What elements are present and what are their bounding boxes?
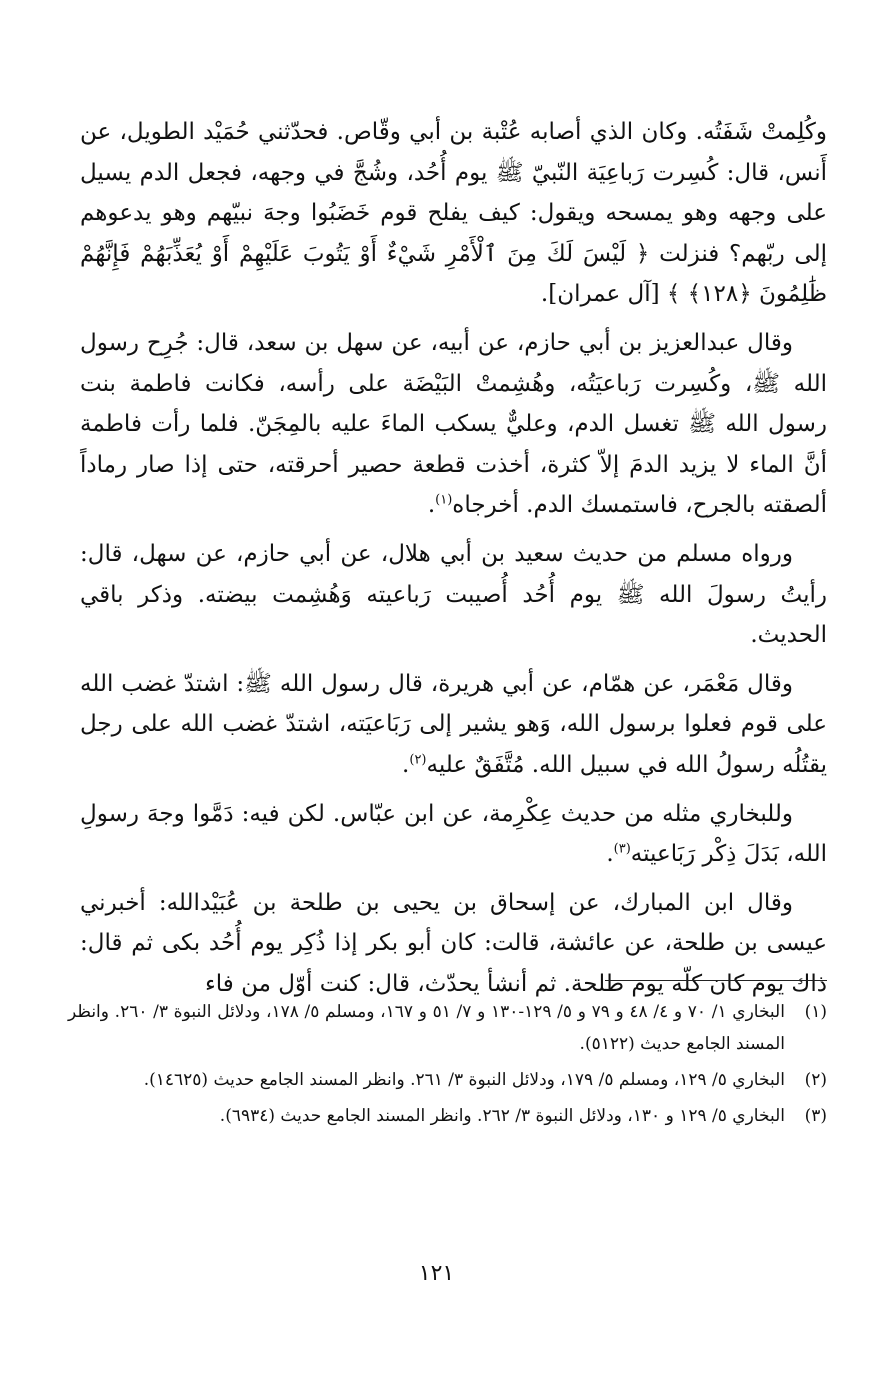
main-text bbox=[80, 112, 827, 1012]
footnote-1 bbox=[68, 996, 827, 1060]
paragraph-5: وللبخاري مثله من حديث عِكْرِمة، عن ابن عبّاس. لكن فيه: دَمَّوا وجهَ رسولِ الله، بَدَلَ ذِكْر رَبَاعيته$^{(٣)}$. bbox=[80, 800, 827, 868]
footnote-text: البخاري ١/ ٧٠ و ٤/ ٤٨ و ٧٩ و ٥/ ١٢٩-١٣٠ و ٧/ ٥١ و ١٦٧، ومسلم ٥/ ١٧٨، ودلائل النبوة ٣/ ٢٦٠. وانظر المسند الجامع حديث (٥١٢٢). bbox=[68, 1002, 785, 1054]
footnote-divider bbox=[605, 980, 827, 981]
paragraph-5-text: وللبخاري مثله من حديث عِكْرِمة، عن ابن عبّاس. لكن فيه: دَمَّوا وجهَ رسولِ الله، بَدَلَ ذِكْر رَبَاعيته bbox=[80, 800, 827, 868]
footnote-text: البخاري ٥/ ١٢٩ و ١٣٠، ودلائل النبوة ٣/ ٢٦٢. وانظر المسند الجامع حديث (٦٩٣٤). bbox=[219, 1106, 785, 1126]
paragraph-4-text: وقال مَعْمَر، عن همّام، عن أبي هريرة، قال رسول الله ﷺ: اشتدّ غضب الله على قوم فعلوا برسول الله، وَهو يشير إلى رَبَاعيَته، اشتدّ غضب الله على رجل يقتُلُه رسولُ الله في سبيل الله. مُتَّفَقٌ عليه bbox=[80, 670, 827, 778]
paragraph-6 bbox=[80, 883, 827, 1005]
paragraph-2-text: وقال عبدالعزيز بن أبي حازم، عن أبيه، عن سهل بن سعد، قال: جُرِح رسول الله ﷺ، وكُسِرت رَباعيَتُه، وهُشِمتْ البَيْضَة على رأسه، فكانت فاطمة بنت رسول الله ﷺ تغسل الدم، وعليٌّ يسكب الماءَ عليه بالمِجَنّ. فلما رأت فاطمة أنَّ الماء لا يزيد الدمَ إلاّ كثرة، أخذت قطعة حصير أحرقته، حتى إذا صار رماداً ألصقته بالجرح، فاستمسك الدم. أخرجاه bbox=[80, 329, 827, 519]
paragraph-1 bbox=[80, 112, 827, 315]
footnote-2 bbox=[68, 1064, 827, 1096]
page-number: ١٢١ bbox=[418, 1261, 455, 1286]
footnote-ref-1: (١) bbox=[435, 492, 453, 508]
paragraph-3 bbox=[80, 534, 827, 656]
footnote-ref-3: (٣) bbox=[613, 841, 631, 857]
paragraph-4: وقال مَعْمَر، عن همّام، عن أبي هريرة، قال رسول الله ﷺ: اشتدّ غضب الله على قوم فعلوا برسول الله، وَهو يشير إلى رَبَاعيَته، اشتدّ غضب الله على رجل يقتُلُه رسولُ الله في سبيل الله. مُتَّفَقٌ عليه$^{(٢)}$. bbox=[80, 670, 827, 778]
paragraph-6-text: وقال ابن المبارك، عن إسحاق بن يحيى بن طلحة بن عُبَيْدالله: أخبرني عيسى بن طلحة، عن عائشة، قالت: كان أبو بكر إذا ذُكِر يوم أُحُد بكى ثم قال: ذاك يوم كان كلّه يوم طلحة. ثم أنشأ يحدّث، قال: كنت أوّل من فاء bbox=[80, 889, 827, 997]
footnote-text: البخاري ٥/ ١٢٩، ومسلم ٥/ ١٧٩، ودلائل النبوة ٣/ ٢٦١. وانظر المسند الجامع حديث (١٤٦٢٥). bbox=[143, 1070, 785, 1090]
footnote-number: (١) bbox=[804, 1002, 827, 1022]
footnote-number: (٢) bbox=[804, 1070, 827, 1090]
footnote-number: (٣) bbox=[804, 1106, 827, 1126]
paragraph-2: وقال عبدالعزيز بن أبي حازم، عن أبيه، عن سهل بن سعد، قال: جُرِح رسول الله ﷺ، وكُسِرت رَباعيَتُه، وهُشِمتْ البَيْضَة على رأسه، فكانت فاطمة بنت رسول الله ﷺ تغسل الدم، وعليٌّ يسكب الماءَ عليه بالمِجَنّ. فلما رأت فاطمة أنَّ الماء لا يزيد الدمَ إلاّ كثرة، أخذت قطعة حصير أحرقته، حتى إذا صار رماداً ألصقته بالجرح، فاستمسك الدم. أخرجاه$^{(١)}$. bbox=[80, 329, 827, 519]
paragraph-1-text: وكُلِمتْ شَفَتُه. وكان الذي أصابه عُتْبة بن أبي وقّاص. فحدّثني حُمَيْد الطويل، عن أَنس، قال: كُسِرت رَباعِيَة النّبيّ ﷺ يوم أُحُد، وشُجَّ في وجهه، فجعل الدم يسيل على وجهه وهو يمسحه ويقول: كيف يفلح قوم خَضَبُوا وجهَ نبيّهم وهو يدعوهم إلى ربّهم؟ فنزلت ﴿ لَيْسَ لَكَ مِنَ ٱلْأَمْرِ شَيْءٌ أَوْ يَتُوبَ عَلَيْهِمْ أَوْ يُعَذِّبَهُمْ فَإِنَّهُمْ ظَٰلِمُونَ ﴿١٢٨﴾ ﴾ [آل عمران]. bbox=[80, 119, 827, 308]
footnote-ref-2: (٢) bbox=[409, 752, 427, 768]
paragraph-3-text: ورواه مسلم من حديث سعيد بن أبي هلال، عن أبي حازم، عن سهل، قال: رأيتُ رسولَ الله ﷺ يوم أُحُد أُصيبت رَباعيته وَهُشِمت بيضته. وذكر باقي الحديث. bbox=[80, 540, 827, 649]
footnotes bbox=[68, 996, 827, 1136]
footnote-3 bbox=[68, 1100, 827, 1132]
